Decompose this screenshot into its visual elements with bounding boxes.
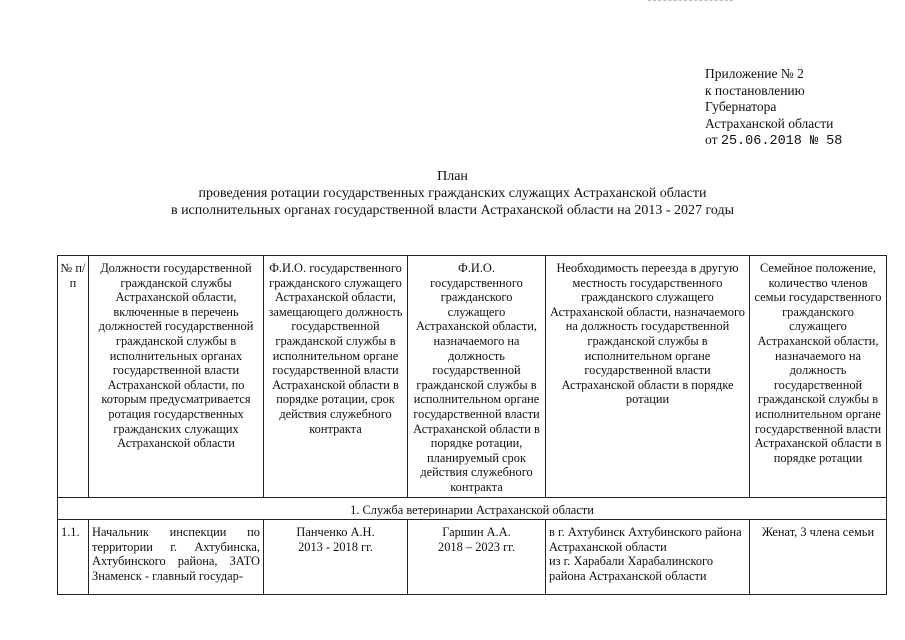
section-title: 1. Служба ветеринарии Астраханской области: [58, 497, 887, 520]
appointed-employee-name: Гаршин А.А.: [442, 525, 511, 540]
table-header-row: [58, 256, 887, 498]
row-appointed-employee: [408, 520, 546, 595]
document-title: [0, 168, 905, 219]
appendix-date-prefix: от: [705, 132, 718, 147]
column-header-number: № п/п: [58, 256, 89, 498]
appendix-date-value: 25.06.2018 № 58: [720, 134, 843, 149]
row-relocation: [546, 520, 750, 595]
column-header-relocation: Необходимость переезда в другую местность государственного гражданского служащего Астраханской области, назначаемого на должность государственной гражданской службы в исполнительном органе государственной власти Астраханской области в порядке ротации: [546, 256, 750, 498]
current-employee-name: Панченко А.Н.: [296, 525, 375, 540]
relocation-from: из г. Харабали Харабалинского района Астраханской области: [549, 554, 714, 583]
rotation-plan-table: [57, 255, 887, 595]
current-employee-term: 2013 - 2018 гг.: [298, 539, 373, 554]
appendix-line: Приложение № 2: [705, 66, 804, 81]
appendix-line: Астраханской области: [705, 115, 834, 131]
row-position: Начальник инспекции по территории г. Ахтубинска, Ахтубинского района, ЗАТО Знаменск - главный государ-: [89, 520, 264, 595]
appendix-line: к постановлению: [705, 82, 805, 98]
section-row: [58, 497, 887, 520]
column-header-appointed-employee: Ф.И.О. государственного гражданского служащего Астраханской области, назначаемого на должность государственной гражданской службы в исполнительном органе государственной власти Астраханской области в порядке ротации, планируемый срок действия служебного контракта: [408, 256, 546, 498]
scan-artifact-line: [648, 0, 733, 3]
appointed-employee-term: 2018 – 2023 гг.: [438, 539, 515, 554]
appendix-block: [705, 66, 842, 151]
column-header-current-employee: Ф.И.О. государственного гражданского служащего Астраханской области, замещающего должность государственной гражданской службы в исполнительном органе государственной власти Астраханской области в порядке ротации, срок действия служебного контракта: [264, 256, 408, 498]
table-row: [58, 520, 887, 595]
row-current-employee: [264, 520, 408, 595]
row-number: 1.1.: [58, 520, 89, 595]
column-header-family: Семейное положение, количество членов семьи государственного гражданского служащего Астраханской области, назначаемого на должность государственной гражданской службы в исполнительном органе государственной власти Астраханской области в порядке ротации: [750, 256, 887, 498]
appendix-line: Губернатора: [705, 99, 777, 114]
title-line: в исполнительных органах государственной власти Астраханской области на 2013 - 2027 годы: [170, 203, 735, 218]
title-line: План: [437, 169, 468, 184]
relocation-to: в г. Ахтубинск Ахтубинского района Астраханской области: [549, 525, 742, 554]
title-line: проведения ротации государственных гражданских служащих Астраханской области: [198, 186, 707, 201]
column-header-position: Должности государственной гражданской службы Астраханской области, включенные в перечень должностей государственной гражданской службы в исполнительных органах государственной власти Астраханской области, по которым предусматривается ротация государственных гражданских служащих Астраханской области: [89, 256, 264, 498]
row-family: Женат, 3 члена семьи: [750, 520, 887, 595]
appendix-date: [705, 132, 842, 151]
